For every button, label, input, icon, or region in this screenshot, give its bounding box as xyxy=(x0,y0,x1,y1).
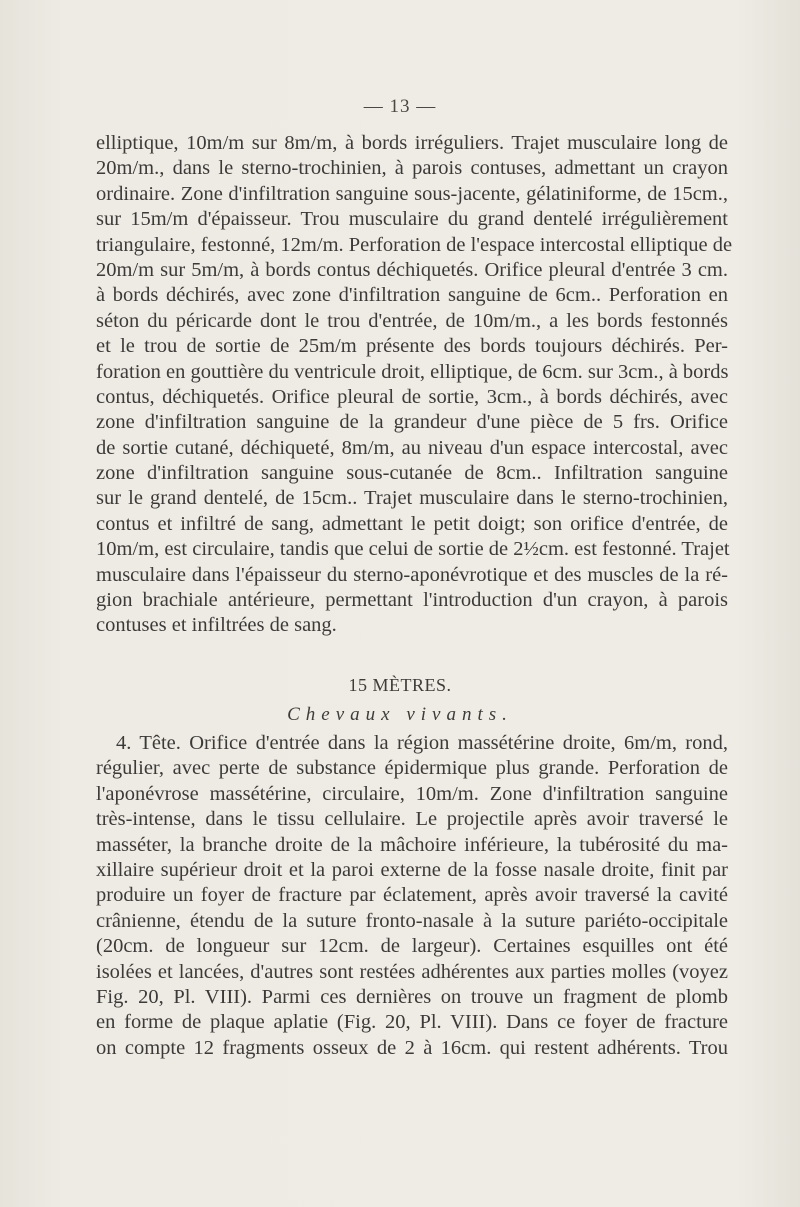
text-line: xillaire supérieur droit et la paroi externe de la fosse nasale droite, finit par xyxy=(96,858,728,881)
text-line: l'aponévrose massétérine, circulaire, 10m/m. Zone d'infiltration sanguine xyxy=(96,782,728,805)
text-line: foration en gouttière du ventricule droit, elliptique, de 6cm. sur 3cm., à bords xyxy=(96,360,729,383)
text-line: zone d'infiltration sanguine de la grandeur d'une pièce de 5 frs. Orifice xyxy=(96,411,728,434)
text-line: isolées et lancées, d'autres sont restées adhérentes aux parties molles (voyez xyxy=(96,960,728,983)
text-line: produire un foyer de fracture par éclatement, après avoir traversé la cavité xyxy=(96,884,728,907)
text-line: on compte 12 fragments osseux de 2 à 16cm. qui restent adhérents. Trou xyxy=(96,1036,728,1059)
text-line: sur 15m/m d'épaisseur. Trou musculaire du grand dentelé irrégulièrement xyxy=(96,208,728,231)
paragraph-continued xyxy=(96,131,733,639)
page-number: — 13 — xyxy=(363,96,437,117)
paragraph-item-4 xyxy=(96,731,728,1061)
text-line: crânienne, étendu de la suture fronto-nasale à la suture pariéto-occipitale xyxy=(96,909,728,932)
text-line: elliptique, 10m/m sur 8m/m, à bords irréguliers. Trajet musculaire long de xyxy=(96,132,728,154)
section-subheading: Chevaux vivants. xyxy=(287,704,513,725)
text-line: très-intense, dans le tissu cellulaire. Le projectile après avoir traversé le xyxy=(96,808,728,831)
text-line: Fig. 20, Pl. VIII). Parmi ces dernières on trouve un fragment de plomb xyxy=(96,985,728,1008)
text-line: régulier, avec perte de substance épidermique plus grande. Perforation de xyxy=(96,757,728,780)
text-line: ordinaire. Zone d'infiltration sanguine sous-jacente, gélatiniforme, de 15cm., xyxy=(96,182,728,205)
text-line: à bords déchirés, avec zone d'infiltration sanguine de 6cm.. Perforation en xyxy=(96,284,728,307)
text-line: gion brachiale antérieure, permettant l'introduction d'un crayon, à parois xyxy=(96,589,728,612)
text-line: masséter, la branche droite de la mâchoire inférieure, la tubérosité du ma- xyxy=(96,833,728,856)
text-line: 10m/m, est circulaire, tandis que celui de sortie de 2½cm. est festonné. Trajet xyxy=(96,538,730,561)
text-line: 20m/m., dans le sterno-trochinien, à parois contuses, admettant un crayon xyxy=(96,157,728,180)
text-line: 20m/m sur 5m/m, à bords contus déchiquetés. Orifice pleural d'entrée 3 cm. xyxy=(96,258,728,281)
text-line: séton du péricarde dont le trou d'entrée, de 10m/m., a les bords festonnés xyxy=(96,309,728,332)
text-line: sur le grand dentelé, de 15cm.. Trajet musculaire dans le sterno-trochinien, xyxy=(96,487,728,510)
text-line: triangulaire, festonné, 12m/m. Perforation de l'espace intercostal elliptique de xyxy=(96,233,733,256)
text-line: contus et infiltré de sang, admettant le petit doigt; son orifice d'entrée, de xyxy=(96,512,728,535)
text-line: de sortie cutané, déchiqueté, 8m/m, au niveau d'un espace intercostal, avec xyxy=(96,436,728,459)
text-line: (20cm. de longueur sur 12cm. de largeur). Certaines esquilles ont été xyxy=(96,935,728,958)
text-line: et le trou de sortie de 25m/m présente des bords toujours déchirés. Per- xyxy=(96,335,728,358)
text-line: 4. Tête. Orifice d'entrée dans la région massétérine droite, 6m/m, rond, xyxy=(116,732,728,754)
text-line: zone d'infiltration sanguine sous-cutanée de 8cm.. Infiltration sanguine xyxy=(96,462,728,485)
text-line: en forme de plaque aplatie (Fig. 20, Pl. VIII). Dans ce foyer de fracture xyxy=(96,1011,728,1034)
text-line: musculaire dans l'épaisseur du sterno-aponévrotique et des muscles de la ré- xyxy=(96,563,728,586)
text-line: contus, déchiquetés. Orifice pleural de sortie, 3cm., à bords déchirés, avec xyxy=(96,385,728,408)
section-heading: 15 MÈTRES. xyxy=(348,675,452,695)
text-line: contuses et infiltrées de sang. xyxy=(96,614,337,637)
